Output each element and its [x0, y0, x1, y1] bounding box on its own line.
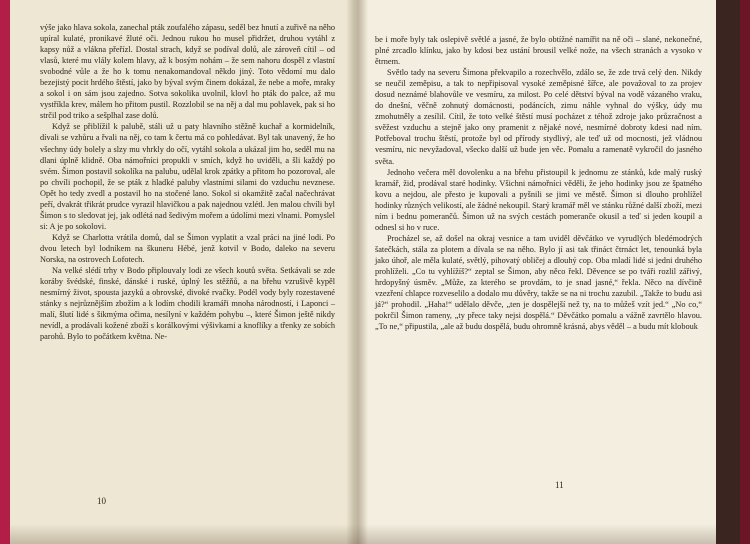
page-number: 11: [555, 480, 564, 490]
book-cover-edge-right: [740, 0, 750, 544]
right-page: [355, 0, 716, 544]
book-gutter-shadow: [346, 0, 368, 544]
paragraph: be i moře byly tak oslepivě světlé a jasné, že bylo obtížné namířit na ně oči – slané, nekonečné, plné zrcadlo klínku, jako by kdosi bez ustání brousil velké nože, na všech stranách a vysoko v ětrnem.: [375, 35, 702, 67]
book-spread: [10, 0, 716, 544]
left-page-text: [40, 22, 335, 342]
paragraph: Když se přiblížil k palubě, stáli už u paty hlavního stěžně kuchař a kormidelník, dívali se vzhůru a řvali na něj, co tam k čertu má co pohledávat. Byl tak unavený, že ho všechny údy bolely a slzy mu vhrkly do očí, vytáhl sokola a ukázal jim ho, seděl mu na dlani úplně klidně. Oba námořníci propukli v smích, když ho uviděli, a šli každý po svém. Šimon postavil sokolíka na palubu, udělal krok zpátky a přitom ho pozoroval, ale po chvíli pochopil, že se pták z hladké paluby vlastními silami do vzduchu nevznese. Opět ho tedy zvedl a postavil ho na stočené lano. Sokol si okamžitě začal načechrávat peří, dvakrát třikrát prudce vyrazil hlavičkou a pak najednou vzlétl. Jen malou chvíli byl Šimon s to sledovat jej, jak odlétá nad šedivým mořem a údolími mezi vlnami. Pomyslel si: A je po sokolovi.: [40, 122, 335, 231]
page-number: 10: [97, 496, 106, 506]
paragraph: Když se Charlotta vrátila domů, dal se Šimon vyplatit a vzal práci na jiné lodi. Po dvou letech byl lodníkem na škuneru Hébé, jenž kotvil v Bodo, daleko na severu Norska, na ostrovech Lofotech.: [40, 232, 335, 264]
book-cover-right: [716, 0, 740, 544]
paragraph: Na velké slédí trhy v Bodo připlouvaly lodi ze všech koutů světa. Setkávali se zde koráby švédské, finské, dánské i ruské, úplný les stěžňů, a na břehu vzrušivě kypěl nesmírný život, spousta jazyků a obrovské, divoké rvačky. Podél vody byly rozestavené stánky s nejrůznějším zbožím a k lodím chodili kramáři mnoha národností, i Laponci – malí, šlutí lidé s šikmýma očima, nesílyní v každém pohybu –, které Šimon ještě nikdy nevídl, a prodávali kožené zboží s korálkovými výšivkami a knoflíky a třenky ze sobích parohů. Bylo to počátkem května. Ne-: [40, 266, 335, 342]
paragraph: výše jako hlava sokola, zanechal pták zoufalého zápasu, seděl bez hnutí a zuřivě na něho upíral kulaté, pronikavé žluté oči. Jednou rukou ho musel přidržet, druhou vytáhl z kapsy nůž a vlákna přeřízl. Dostal strach, když se podíval dolů, ale zároveň cítil – od vlasů, které mu vlály kolem hlavy, až k bosým nohám – že sem nahoru dospěl z vlastní svobodné vůle a že ho k tomu nenakomandoval někdo jiný. Toto vědomí mu dalo bezejistý pocit hrdého štěstí, jako by býval svým činem dokázal, že nebe a moře, mraky a sokol i on sám jsou zajedno. Sotva sokolika uvolnil, klovl ho pták do palce, až mu vystříkla krev, málem ho přitom pustil. Rozzlobil se na něj a dal mu pohlavek, pak si ho strčil pod triko a sešplhal zase dolů.: [40, 23, 335, 121]
book-cover-edge-left: [0, 0, 10, 544]
page-bottom-shadow: [10, 524, 716, 544]
paragraph: Světlo tady na severu Šimona překvapilo a rozechvělo, zdálo se, že zde trvá celý den. Nikdy se neučil zeměpisu, a tak to nepřipisoval vysoké zeměpisné šířce, ale považoval to za projev dosud neznámé blahovůle ve vesmíru, za milost. Po celé dětství býval na vodě vázaného vraku, do dnešní, věčně zohnutý domácnosti, podáncích, zimu náhle vyhnal do výšky, údy mu zmohutněly a zesílil. Cítil, že toto velké štěstí musí pocházet z téhož zdroje jako průzračnost a svěžest vzduchu a stejně jako ony pramenit z nějaké nové, nesmírné dobroty kdesi nad ním. Potřeboval trochu štěstí, protože byl od přírody stydlivý, ale teď už od mocnosti, jež vládnou vesmíru, nic nevyžadoval, všecko další už bude jen věc. Pomalu a ramenatě vykročil do jasného světa.: [375, 68, 702, 166]
paragraph: Jednoho večera měl dovolenku a na břehu přistoupil k jednomu ze stánků, kde malý ruský kramář, žid, prodával staré hodinky. Všichni námořníci věděli, že jeho hodinky jsou ze špatného kovu a nejdou, ale přesto je kupovali a pyšnili se jimi ve městě. Šimon si dlouho prohlížel hodinky různých velikostí, ale žádné nekoupil. Starý kramář měl ve stánku růžné další zboží, mezi ním i bednu pomerančů. Šimon už na svých cestách pomeranče okusil a teď si jeden koupil a odnesl si ho v ruce.: [375, 167, 702, 232]
left-page: [10, 0, 355, 544]
paragraph: Procházel se, až došel na okraj vesnice a tam uviděl děvčátko ve vyrudlých bledémodrých šatečkách, stála za plotem a dívala se na něho. Bylo jí asi tak třináct čtrnáct let, tenounká byla jako úhoř, ale měla kulaté, světlý, pihovatý obličej a dlouhý cop. Oba mladí lidé si jedni druhého prohlíželi. „Co tu vyhlížíš?“ zeptal se Šimon, aby něco řekl. Děvence se po tváři rozlil zářivý, hrdopyšný úsměv. „Může, za kterého se provdám, to je snad jasné,“ řekla. Něco na dívčině vzezření chlapce rozveselilo a dodalo mu důvěry, takže se na ni trochu zazubil. „Takže to budu asi já?“ prohodil. „Haha!“ udělalo děvče, „ten je dospělejší než ty, na to můžeš vzít jed.“ „No co,“ pokrčil Šimon rameny, „ty přece taky nejsi dospělá.“ Děvčátko pomalu a vážně zavrtělo hlavou. „To ne,“ připustila, „ale až budu dospělá, budu ohromně krásná, abys věděl – a budu mít klobouk: [375, 233, 702, 332]
right-page-text: [375, 34, 702, 332]
